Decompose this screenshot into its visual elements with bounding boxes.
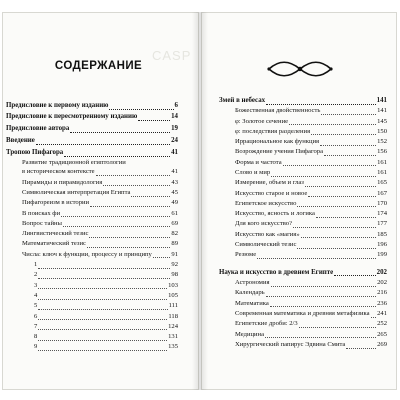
toc-entry-row [6, 198, 178, 207]
toc-entry-title: Наука и искусство в древнем Египте [219, 268, 334, 276]
toc-leader-dots [311, 128, 376, 135]
toc-entry-row [6, 218, 178, 227]
toc-entry-title: Измерение, объем и глаз [235, 179, 304, 187]
toc-section-row [6, 99, 178, 110]
toc-entry-title: В поисках фи [22, 209, 61, 217]
toc-leader-dots [38, 334, 167, 341]
toc-leader-dots [321, 108, 376, 115]
toc-section-row [219, 94, 387, 105]
toc-entry-row [219, 319, 387, 328]
toc-entry-title: Современная математика и древняя метафизика [235, 310, 370, 318]
toc-entry-title: Символическая интерпретация Египта [22, 188, 131, 196]
toc-page-number: 41 [171, 148, 178, 156]
toc-leader-dots [293, 221, 376, 228]
toc-page-number: 141 [377, 107, 387, 115]
ghost-bleed-text: CASP [152, 48, 192, 63]
toc-entry-title: Математика [235, 299, 269, 307]
toc-entry-title: Змей в небесах [219, 96, 266, 104]
toc-page-number: 177 [377, 220, 387, 228]
toc-section-row [6, 146, 178, 157]
toc-left-column [6, 99, 178, 352]
toc-entry-title: 8 [34, 333, 38, 341]
toc-right-column [219, 94, 387, 350]
toc-page-number: 14 [171, 113, 178, 121]
toc-leader-dots [308, 190, 376, 197]
toc-entry-title: Символический тезис [235, 241, 297, 249]
toc-page-number: 61 [171, 209, 178, 217]
toc-leader-dots [299, 321, 376, 328]
toc-page-number: 105 [168, 291, 178, 299]
toc-page-number: 103 [168, 281, 178, 289]
toc-leader-dots [153, 251, 171, 258]
toc-entry-title: Форма и частота [235, 158, 282, 166]
toc-entry-title: Египетское искусство [235, 199, 297, 207]
toc-entry-row [219, 229, 387, 238]
toc-page-number: 91 [171, 250, 178, 258]
toc-section-row [219, 266, 387, 277]
toc-section-row [6, 134, 178, 145]
toc-entry-title: Календарь [235, 289, 265, 297]
toc-entry-row [6, 260, 178, 269]
toc-leader-dots [265, 331, 376, 338]
toc-page-number: 236 [377, 299, 387, 307]
toc-leader-dots [38, 344, 167, 351]
toc-page-number: 145 [377, 117, 387, 125]
toc-entry-row [6, 208, 178, 217]
toc-entry-row [6, 167, 178, 176]
toc-entry-row [6, 270, 178, 279]
toc-entry-title: 1 [34, 261, 38, 269]
toc-entry-title: Числа: ключ к функции, процессу и принципу [22, 250, 152, 258]
toc-page-number: 185 [377, 230, 387, 238]
toc-leader-dots [271, 280, 377, 287]
toc-entry-row [219, 168, 387, 177]
toc-page-number: 45 [171, 188, 178, 196]
toc-leader-dots [103, 179, 170, 186]
toc-entry-row [219, 106, 387, 115]
toc-page-number: 199 [377, 251, 387, 259]
toc-leader-dots [90, 200, 170, 207]
toc-page-number: 161 [377, 158, 387, 166]
toc-page-number: 135 [168, 343, 178, 351]
toc-entry-row [219, 198, 387, 207]
page-title: СОДЕРЖАНИЕ [54, 60, 143, 72]
toc-entry-title: Искусство старое и новое [235, 189, 308, 197]
toc-leader-dots [283, 159, 376, 166]
toc-leader-dots [297, 200, 376, 207]
toc-entry-row [6, 249, 178, 258]
toc-entry-title: Божественная двойственность [235, 107, 321, 115]
toc-leader-dots [38, 303, 167, 310]
toc-leader-dots [334, 269, 375, 276]
ornament-icon [265, 58, 335, 80]
toc-page-number: 124 [168, 322, 178, 330]
toc-page-number: 241 [377, 310, 387, 318]
toc-leader-dots [320, 139, 376, 146]
toc-leader-dots [346, 342, 376, 349]
toc-leader-dots [38, 293, 167, 300]
toc-entry-row [219, 157, 387, 166]
toc-page-number: 216 [377, 289, 387, 297]
toc-page-number: 165 [377, 179, 387, 187]
toc-entry-title: Математический тезис [22, 240, 86, 248]
toc-entry-row [6, 280, 178, 289]
toc-entry-title: Тропою Пифагора [6, 148, 64, 156]
toc-entry-title: 2 [34, 271, 38, 279]
toc-leader-dots [305, 180, 376, 187]
toc-leader-dots [109, 103, 173, 110]
toc-page-number: 118 [168, 312, 178, 320]
toc-leader-dots [371, 311, 377, 318]
toc-entry-title: Искусство как «магия» [235, 230, 300, 238]
toc-entry-title: 5 [34, 302, 38, 310]
toc-page-number: 131 [168, 333, 178, 341]
toc-leader-dots [38, 272, 170, 279]
toc-leader-dots [38, 282, 167, 289]
toc-entry-row [6, 229, 178, 238]
toc-leader-dots [257, 252, 376, 259]
toc-entry-title: Пифагореизм в истории [22, 199, 90, 207]
toc-leader-dots [316, 211, 376, 218]
toc-entry-row [6, 332, 178, 341]
toc-page-number: 170 [377, 199, 387, 207]
toc-entry-row [6, 301, 178, 310]
toc-section-row [6, 123, 178, 134]
toc-leader-dots [131, 190, 170, 197]
toc-page-number: 152 [377, 138, 387, 146]
toc-page-number: 98 [171, 271, 178, 279]
toc-entry-title: Иррациональное как функция [235, 138, 320, 146]
toc-page-number: 202 [376, 268, 387, 276]
toc-leader-dots [271, 170, 376, 177]
toc-entry-title: Медицина [235, 330, 265, 338]
toc-entry-row [219, 340, 387, 349]
toc-page-number: 265 [377, 330, 387, 338]
toc-entry-title: 6 [34, 312, 38, 320]
toc-leader-dots [36, 138, 170, 145]
toc-page-number: 252 [377, 320, 387, 328]
toc-entry-title: Искусство, ясность и логика [235, 210, 315, 218]
toc-entry-row [219, 278, 387, 287]
toc-page-number: 150 [377, 127, 387, 135]
toc-page-number: 6 [174, 101, 178, 109]
toc-page-number: 141 [376, 96, 387, 104]
toc-entry-row [6, 321, 178, 330]
toc-entry-row [219, 298, 387, 307]
toc-leader-dots [64, 150, 170, 157]
toc-entry-row [6, 188, 178, 197]
toc-leader-dots [301, 231, 376, 238]
toc-leader-dots [61, 210, 170, 217]
toc-leader-dots [96, 169, 171, 176]
toc-entry-title: Пирамиды и пирамидология [22, 178, 103, 186]
toc-leader-dots [38, 262, 170, 269]
toc-leader-dots [38, 323, 167, 330]
toc-entry-title: 3 [34, 281, 38, 289]
toc-leader-dots [87, 241, 170, 248]
toc-page-number: 24 [171, 136, 178, 144]
toc-entry-row [219, 309, 387, 318]
toc-page-number: 156 [377, 148, 387, 156]
toc-entry-title: Хирургический папирус Эдвина Смита [235, 340, 346, 348]
toc-page-number: 19 [171, 125, 178, 133]
toc-leader-dots [138, 114, 170, 121]
toc-entry-title: φ: последствия разделения [235, 127, 311, 135]
toc-entry-row [219, 126, 387, 135]
toc-entry-title: Введение [6, 136, 35, 144]
toc-page-number: 49 [171, 199, 178, 207]
toc-entry-row [6, 342, 178, 351]
toc-leader-dots [38, 313, 167, 320]
toc-entry-title: Вопрос тайны [22, 219, 62, 227]
toc-entry-row [219, 329, 387, 338]
toc-leader-dots [63, 220, 170, 227]
toc-entry-row [219, 188, 387, 197]
toc-entry-title: Развитие традиционной египтологии [22, 159, 126, 167]
toc-entry-row [219, 240, 387, 249]
toc-entry-title: Предисловие к первому изданию [6, 101, 109, 109]
toc-entry-title: 9 [34, 343, 38, 351]
toc-entry-title: Предисловие автора [6, 125, 70, 133]
toc-entry-row [6, 311, 178, 320]
toc-page-number: 161 [377, 168, 387, 176]
toc-entry-row [219, 209, 387, 218]
toc-page-number: 111 [168, 302, 178, 310]
toc-entry-row [219, 147, 387, 156]
toc-page-number: 82 [171, 230, 178, 238]
toc-leader-dots [297, 242, 376, 249]
toc-entry-title: Возрождение учения Пифагора [235, 148, 324, 156]
toc-entry-title: 4 [34, 291, 38, 299]
toc-leader-dots [270, 300, 376, 307]
toc-page-number: 269 [377, 340, 387, 348]
toc-entry-row [6, 239, 178, 248]
toc-page-number: 89 [171, 240, 178, 248]
toc-leader-dots [266, 98, 376, 105]
toc-entry-title: Лингвистический тезис [22, 230, 89, 238]
toc-leader-dots [70, 126, 170, 133]
toc-entry-row [219, 250, 387, 259]
toc-entry-row [219, 116, 387, 125]
toc-entry-title: Астрономия [235, 279, 270, 287]
toc-leader-dots [289, 118, 376, 125]
toc-page-number: 69 [171, 219, 178, 227]
toc-page-number: 92 [171, 261, 178, 269]
toc-page-number: 167 [377, 189, 387, 197]
toc-entry-row [219, 288, 387, 297]
toc-page-number: 174 [377, 210, 387, 218]
toc-entry-title: Египетские дроби: 2/3 [235, 320, 298, 328]
toc-entry-row [6, 177, 178, 186]
toc-entry-row [6, 291, 178, 300]
toc-entry-title: Предисловие к пересмотренному изданию [6, 113, 138, 121]
toc-entry-title: Резюме [235, 251, 257, 259]
toc-entry-row [219, 219, 387, 228]
toc-entry-title: φ: Золотое сечение [235, 117, 289, 125]
toc-entry-row [219, 178, 387, 187]
toc-page-number: 196 [377, 241, 387, 249]
toc-leader-dots [89, 231, 170, 238]
toc-page-number: 43 [171, 178, 178, 186]
toc-entry-title: Для кого искусство? [235, 220, 293, 228]
toc-page-number: 41 [171, 168, 178, 176]
toc-leader-dots [266, 290, 376, 297]
toc-leader-dots [324, 149, 376, 156]
toc-entry-row [219, 137, 387, 146]
toc-entry-row [6, 158, 178, 167]
toc-entry-title: 7 [34, 322, 38, 330]
toc-entry-title: в историческом контексте [22, 168, 95, 176]
toc-page-number: 202 [377, 279, 387, 287]
toc-section-row [6, 111, 178, 122]
toc-entry-title: Слово и мир [235, 168, 271, 176]
